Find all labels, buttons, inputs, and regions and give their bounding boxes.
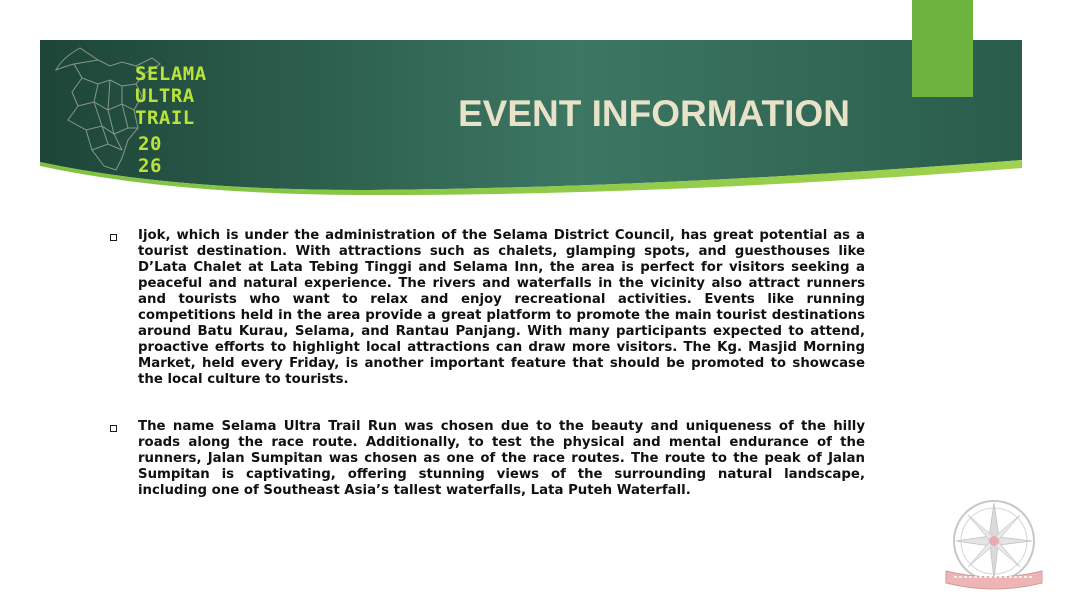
compass-seal-icon xyxy=(938,497,1050,593)
logo-line-5: 26 xyxy=(138,155,162,177)
logo-line-4: 20 xyxy=(138,133,162,155)
logo-line-2: ULTRA xyxy=(135,85,195,107)
bullet-text: Ijok, which is under the administration of the Selama District Council, has great potential as a tourist destination. With attractions such as chalets, glamping spots, and guesthouses like D’Lata Chalet at Lata Tebing Tinggi and Selama Inn, the area is perfect for visitors seeking a peaceful and natural experience. The rivers and waterfalls in the vicinity also attract runners and tourists who want to relax and enjoy recreational activities. Events like running competitions held in the area provide a great platform to promote the main tourist destinations around Batu Kurau, Selama, and Rantau Panjang. With many participants expected to attend, proactive efforts to highlight local attractions can draw more visitors. The Kg. Masjid Morning Market, held every Friday, is another important feature that should be promoted to showcase the local culture to tourists. xyxy=(138,228,865,387)
bullet-item xyxy=(108,419,865,499)
selama-ultra-trail-logo xyxy=(52,40,242,175)
bullet-list xyxy=(108,228,865,499)
page-title: EVENT INFORMATION xyxy=(458,93,850,134)
logo-line-1: SELAMA xyxy=(135,63,207,85)
accent-tab xyxy=(912,0,973,97)
bullet-item xyxy=(108,228,865,388)
square-bullet-icon xyxy=(110,425,117,432)
square-bullet-icon xyxy=(110,234,117,241)
compass-seal-watermark xyxy=(938,497,1050,593)
bullet-text: The name Selama Ultra Trail Run was chosen due to the beauty and uniqueness of the hilly roads along the race route. Additionally, to test the physical and mental endurance of the runners, Jalan Sumpitan was chosen as one of the race routes. The route to the peak of Jalan Sumpitan is captivating, offering stunning views of the surrounding natural landscape, including one of Southeast Asia’s tallest waterfalls, Lata Puteh Waterfall. xyxy=(138,419,865,498)
logo-line-3: TRAIL xyxy=(135,107,195,129)
